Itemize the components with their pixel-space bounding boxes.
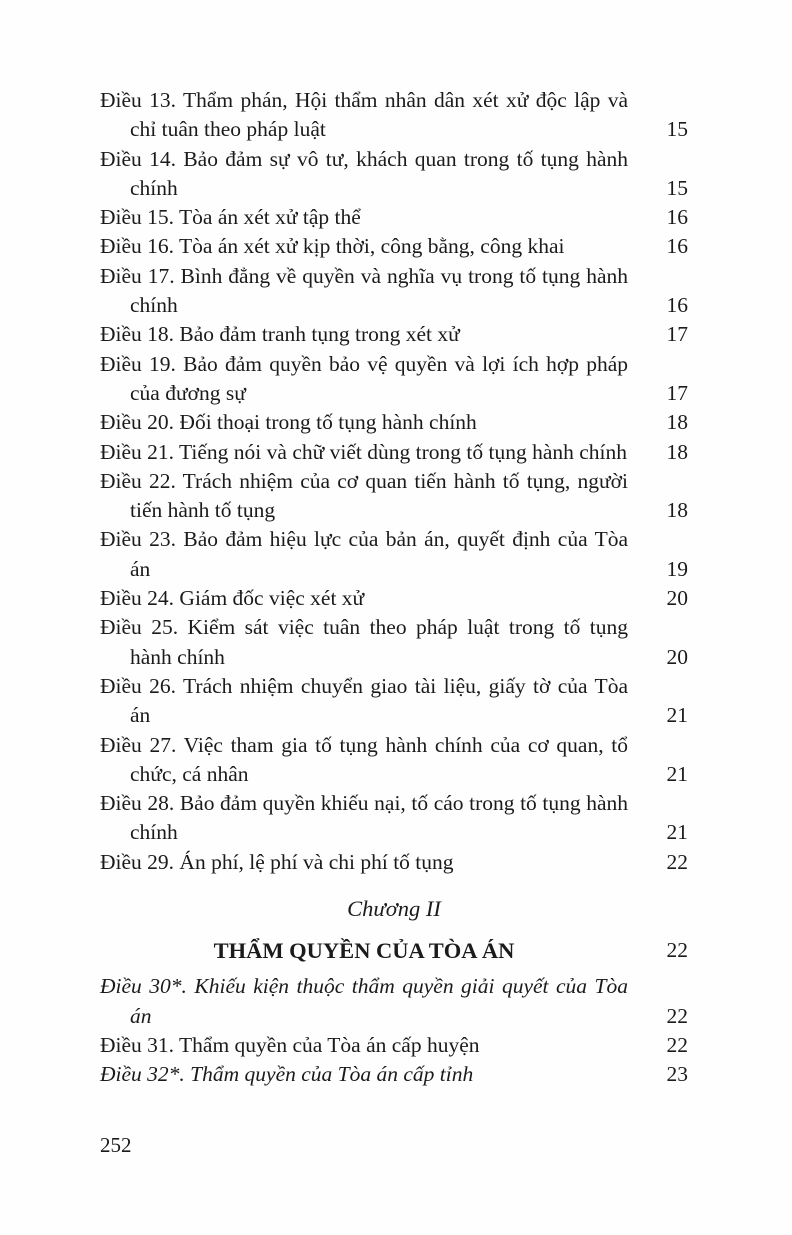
toc-entry	[100, 789, 688, 848]
toc-entry	[100, 262, 688, 321]
toc-entry	[100, 145, 688, 204]
toc-entry	[100, 672, 688, 731]
toc-entry-page: 20	[666, 586, 688, 611]
toc-entry-text: Điều 31. Thẩm quyền của Tòa án cấp huyện	[100, 1032, 480, 1057]
toc-entry-page: 16	[666, 293, 688, 318]
toc-entry-page: 15	[666, 175, 688, 200]
chapter-label: Chương II	[347, 896, 441, 922]
toc-entry-text: Điều 13. Thẩm phán, Hội thẩm nhân dân xét xử độc lập và chỉ tuân theo pháp luật	[100, 88, 628, 142]
toc-entry-page: 22	[666, 849, 688, 874]
toc-entry-page: 17	[666, 380, 688, 405]
toc-entry-text: Điều 23. Bảo đảm hiệu lực của bản án, quyết định của Tòa án	[100, 527, 628, 581]
toc-entry	[100, 232, 688, 261]
toc-entry-text: Điều 29. Án phí, lệ phí và chi phí tố tụng	[100, 849, 454, 874]
chapter-heading	[100, 936, 688, 965]
toc-entry	[100, 848, 688, 877]
toc-entry-page: 20	[666, 644, 688, 669]
toc-entry-page: 18	[666, 439, 688, 464]
toc-entry	[100, 584, 688, 613]
toc-entry-page: 21	[666, 820, 688, 845]
toc-entry-text: Điều 21. Tiếng nói và chữ viết dùng trong tố tụng hành chính	[100, 439, 628, 464]
toc-entry-text: Điều 22. Trách nhiệm của cơ quan tiến hành tố tụng, người tiến hành tố tụng	[100, 468, 628, 523]
toc-entry-page: 19	[666, 556, 688, 581]
toc-entry-text: Điều 26. Trách nhiệm chuyển giao tài liệu, giấy tờ của Tòa án	[100, 673, 628, 728]
toc-entry-text: Điều 14. Bảo đảm sự vô tư, khách quan trong tố tụng hành chính	[100, 146, 628, 200]
toc-entry	[100, 525, 688, 584]
chapter-title: THẨM QUYỀN CỦA TÒA ÁN	[213, 938, 515, 964]
chapter-page: 22	[666, 938, 688, 963]
toc-entry-page: 23	[666, 1062, 688, 1087]
toc-entry-page: 15	[666, 117, 688, 142]
toc-entry-text: Điều 16. Tòa án xét xử kịp thời, công bằng, công khai	[100, 234, 565, 259]
toc-page	[100, 86, 688, 1090]
toc-entry-text: Điều 19. Bảo đảm quyền bảo vệ quyền và lợi ích hợp pháp của đương sự	[100, 351, 628, 405]
toc-entry-page: 18	[666, 410, 688, 435]
toc-entry-text: Điều 20. Đối thoại trong tố tụng hành chính	[100, 410, 477, 435]
toc-entry-text: Điều 17. Bình đẳng về quyền và nghĩa vụ trong tố tụng hành chính	[100, 263, 628, 318]
toc-entry-text: Điều 25. Kiểm sát việc tuân theo pháp luật trong tố tụng hành chính	[100, 615, 628, 669]
toc-entry-page: 17	[666, 322, 688, 347]
toc-entry-page: 22	[666, 1003, 688, 1028]
toc-entry	[100, 1031, 688, 1060]
toc-entry	[100, 613, 688, 672]
toc-entry	[100, 467, 688, 526]
toc-entry-text: Điều 18. Bảo đảm tranh tụng trong xét xử	[100, 322, 460, 347]
toc-entry	[100, 86, 688, 145]
toc-entry-text: Điều 15. Tòa án xét xử tập thể	[100, 205, 361, 230]
toc-entry	[100, 203, 688, 232]
toc-entry-text: Điều 28. Bảo đảm quyền khiếu nại, tố cáo trong tố tụng hành chính	[100, 791, 628, 845]
toc-entry-page: 22	[666, 1032, 688, 1057]
toc-entry	[100, 350, 688, 409]
toc-entry	[100, 1060, 688, 1089]
toc-entry	[100, 438, 688, 467]
toc-entry-page: 16	[666, 205, 688, 230]
page-number: 252	[100, 1133, 132, 1157]
toc-entry-text: Điều 24. Giám đốc việc xét xử	[100, 586, 365, 611]
toc-entry-page: 21	[666, 703, 688, 728]
toc-entry-text: Điều 30*. Khiếu kiện thuộc thẩm quyền giải quyết của Tòa án	[100, 974, 628, 1028]
toc-entry-page: 16	[666, 234, 688, 259]
toc-entry-page: 21	[666, 761, 688, 786]
toc-entry	[100, 408, 688, 437]
toc-entry-page: 18	[666, 498, 688, 523]
toc-entry	[100, 972, 688, 1031]
toc-entry	[100, 320, 688, 349]
toc-entry-text: Điều 27. Việc tham gia tố tụng hành chính của cơ quan, tổ chức, cá nhân	[100, 732, 628, 786]
toc-entry	[100, 731, 688, 790]
toc-entry-text: Điều 32*. Thẩm quyền của Tòa án cấp tỉnh	[100, 1062, 474, 1087]
